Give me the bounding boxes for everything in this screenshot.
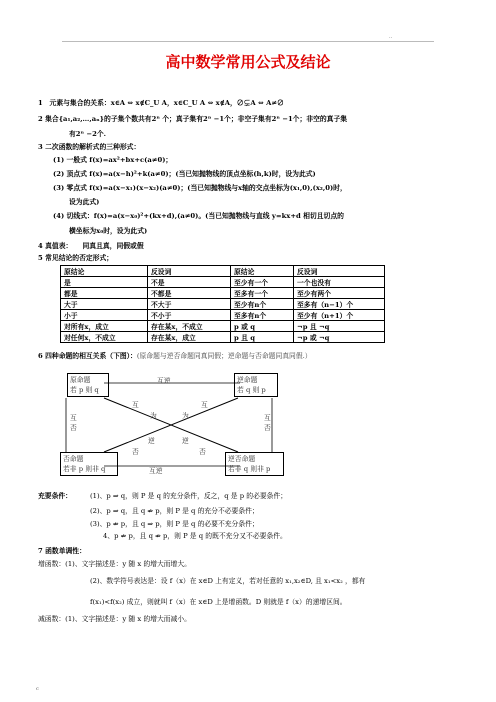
table-row — [61, 299, 385, 310]
table-cell: 至多有（n−1）个 — [294, 299, 385, 310]
table-cell: p 且 q — [231, 332, 294, 343]
item-6-note: (原命题与逆否命题同真同假；逆命题与否命题同真同假.） — [136, 352, 312, 360]
table-cell: 反设词 — [294, 266, 385, 277]
table-cell: 至少有一个 — [231, 277, 294, 288]
table-row — [61, 277, 385, 288]
sufficiency-2: (2)、p ⇒ q，且 q ⇏ p，则 P 是 q 的充分不必要条件； — [90, 507, 259, 515]
table-cell: 对任何x，不成立 — [61, 332, 148, 343]
inverse-proposition-text: 若非 p 则非 q — [63, 465, 106, 473]
table-cell: 至多有n个 — [231, 310, 294, 321]
left-edge-label-1: 互 — [70, 414, 77, 422]
item-3-form2: (2) 顶点式 f(x)=a(x−h)²+k(a≠0)；(当已知抛物线的顶点坐标(h,k)时，设为此式) — [53, 170, 316, 178]
table-row — [61, 266, 385, 277]
page-title: 高中数学常用公式及结论 — [165, 53, 331, 71]
contrapositive-proposition-text: 若非 q 则非 p — [228, 465, 271, 473]
table-cell: 存在某x，成立 — [148, 332, 231, 343]
item-3-form3-line1: (3) 零点式 f(x)=a(x−x₁)(x−x₂)(a≠0)；(当已知抛物线与x轴的交点坐标为(x₁,0),(x₂,0)时， — [53, 184, 347, 192]
inverse-proposition-title: 否命题 — [63, 455, 84, 463]
diagonal-label: 互 — [132, 401, 139, 409]
increasing-3: f(x₁)<f(x₂) 成立，则就叫 f（x）在 x∈D 上是增函数。D 则就是 f（x）的递增区间。 — [90, 598, 347, 606]
item-2-line1: 2 集合{a₁,a₂,…,aₙ}的子集个数共有2ⁿ 个；真子集有2ⁿ −1个；非空子集有2ⁿ −1个；非空的真子集 — [38, 115, 348, 123]
original-proposition-text: 若 p 则 q — [70, 386, 99, 394]
top-edge-label: 互逆 — [157, 377, 171, 385]
contrapositive-proposition-box — [225, 452, 284, 476]
inverse-proposition-box — [60, 452, 118, 476]
right-edge-label-1: 互 — [264, 414, 271, 422]
item-4: 4 真值表： 同真且真，同假或假 — [38, 242, 144, 250]
bottom-edge-label: 互逆 — [149, 467, 163, 475]
right-edge-label-2: 否 — [264, 424, 271, 432]
negation-table — [60, 265, 385, 343]
header-rule — [62, 41, 434, 42]
sufficiency-1: (1)、p ⇒ q，则 P 是 q 的充分条件，反之，q 是 p 的必要条件； — [90, 492, 288, 500]
table-cell: 对所有x，成立 — [61, 321, 148, 332]
item-3-form3-line2: 设为此式) — [69, 198, 100, 206]
table-cell: 至少有两个 — [294, 288, 385, 299]
diagonal-label: 为 — [150, 412, 157, 420]
table-row — [61, 310, 385, 321]
table-cell: 存在某x，不成立 — [148, 321, 231, 332]
table-cell: 原结论 — [61, 266, 148, 277]
item-1: 1 元素与集合的关系：x∈A ⇔ x∉C_U A，x∈C_U A ⇔ x∉A，∅⊊A ⇔ A≠∅ — [38, 99, 284, 107]
item-3-form1: (1) 一般式 f(x)=ax²+bx+c(a≠0)； — [53, 156, 173, 164]
converse-proposition-title: 逆命题 — [237, 376, 258, 384]
table-cell: 不都是 — [148, 288, 231, 299]
table-cell: 一个也没有 — [294, 277, 385, 288]
converse-proposition-box — [234, 373, 278, 397]
original-proposition-box — [67, 373, 109, 397]
sufficiency-label: 充要条件： — [38, 492, 72, 500]
table-cell: 不小于 — [148, 310, 231, 321]
table-cell: 至多有一个 — [231, 288, 294, 299]
increasing-1: 增函数：(1)、文字描述是：y 随 x 的增大而增大。 — [38, 560, 191, 568]
table-cell: 小于 — [61, 310, 148, 321]
diagonal-label: 逆 — [182, 437, 189, 445]
diagonal-label: 逆 — [148, 437, 155, 445]
left-edge-label-2: 否 — [70, 424, 77, 432]
table-cell: 原结论 — [231, 266, 294, 277]
diagonal-label: 互 — [201, 401, 208, 409]
contrapositive-proposition-title: 逆否命题 — [228, 455, 256, 463]
item-3-form4-line1: (4) 切线式：f(x)=a(x−x₀)²+(kx+d),(a≠0)。(当已知抛物线与直线 y=kx+d 相切且切点的 — [53, 212, 344, 220]
table-cell: 大于 — [61, 299, 148, 310]
table-row — [61, 332, 385, 343]
diagonal-label: 否 — [132, 448, 139, 456]
item-2-line2: 有2ⁿ −2个. — [69, 130, 107, 138]
header-mark: .. — [389, 34, 393, 40]
table-cell: 不大于 — [148, 299, 231, 310]
table-cell: 反设词 — [148, 266, 231, 277]
increasing-2: (2)、数学符号表达是：设 f（x）在 x∈D 上有定义，若对任意的 x₁,x₂∈D, 且 x₁<x₂ ，都有 — [90, 577, 366, 585]
diagonal-label: 为 — [182, 412, 189, 420]
item-6-heading: 6 四种命题的相互关系（下图）： — [38, 352, 137, 360]
table-cell: 是 — [61, 277, 148, 288]
item-3-heading: 3 二次函数的解析式的三种形式： — [38, 143, 141, 151]
decreasing-1: 减函数：(1)、文字描述是：y 随 x 的增大而减小。 — [38, 615, 191, 623]
converse-proposition-text: 若 q 则 p — [237, 386, 266, 394]
table-cell: 至少有（n+1）个 — [294, 310, 385, 321]
table-cell: 不是 — [148, 277, 231, 288]
table-cell: 至少有n个 — [231, 299, 294, 310]
footer-mark: c — [36, 686, 39, 692]
diagonal-label: 否 — [199, 448, 206, 456]
item-6 — [38, 352, 312, 361]
table-cell: ¬p 或 ¬q — [294, 332, 385, 343]
table-cell: p 或 q — [231, 321, 294, 332]
sufficiency-3: (3)、p ⇏ p，且 q ⇒ p，则 P 是 q 的必要不充分条件； — [90, 520, 259, 528]
item-7-heading: 7 函数单调性： — [38, 547, 86, 555]
table-row — [61, 288, 385, 299]
sufficiency-4: 4、p ⇏ p，且 q ⇏ p，则 P 是 q 的既不充分又不必要条件。 — [103, 532, 287, 540]
original-proposition-title: 原命题 — [70, 376, 91, 384]
table-row — [61, 321, 385, 332]
item-5: 5 常见结论的否定形式； — [38, 254, 114, 262]
table-cell: 都是 — [61, 288, 148, 299]
table-cell: ¬p 且 ¬q — [294, 321, 385, 332]
item-3-form4-line2: 横坐标为x₀时，设为此式) — [69, 227, 148, 235]
